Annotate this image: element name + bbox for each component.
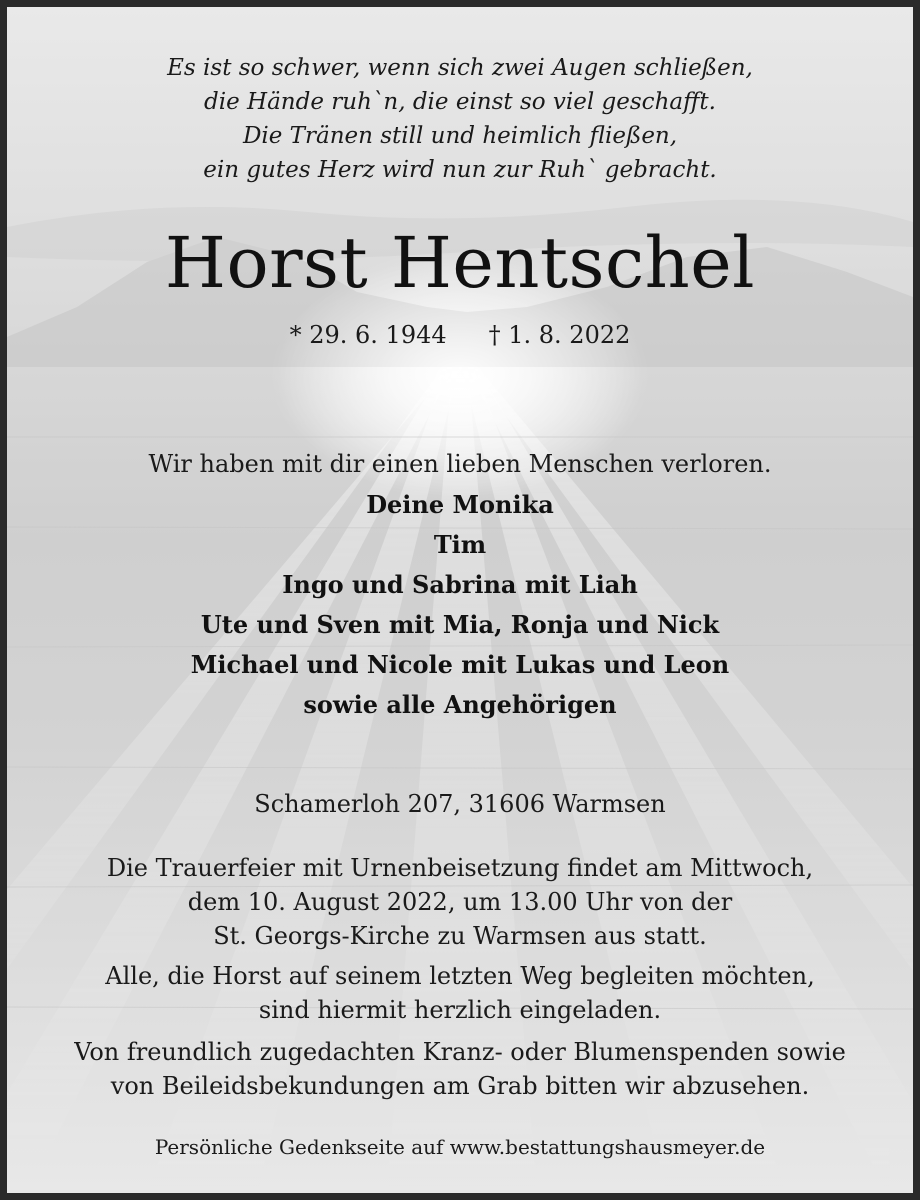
donations-line: Von freundlich zugedachten Kranz- oder Blumenspenden sowie	[74, 1038, 846, 1066]
intro-text: Wir haben mit dir einen lieben Menschen verloren.	[148, 450, 772, 478]
funeral-info-line: St. Georgs-Kirche zu Warmsen aus statt.	[213, 922, 707, 950]
poem-line: ein gutes Herz wird nun zur Ruh` gebracht.	[203, 157, 717, 183]
funeral-info-line: dem 10. August 2022, um 13.00 Uhr von der	[187, 888, 733, 916]
mourner-line: sowie alle Angehörigen	[303, 690, 617, 719]
deceased-name: Horst Hentschel	[164, 222, 756, 304]
notice-content	[7, 7, 913, 1193]
donations-line: von Beileidsbekundungen am Grab bitten wir abzusehen.	[110, 1072, 810, 1100]
birth-date: * 29. 6. 1944	[289, 321, 447, 349]
address: Schamerloh 207, 31606 Warmsen	[254, 790, 666, 818]
invitation-line: Alle, die Horst auf seinem letzten Weg begleiten möchten,	[105, 962, 815, 990]
mourner-line: Michael und Nicole mit Lukas und Leon	[190, 650, 730, 679]
life-dates	[7, 319, 913, 351]
funeral-info-line: Die Trauerfeier mit Urnenbeisetzung findet am Mittwoch,	[106, 854, 814, 882]
mourner-line: Tim	[433, 530, 487, 559]
mourner-line: Ingo und Sabrina mit Liah	[282, 570, 638, 599]
poem-line: die Hände ruh`n, die einst so viel geschafft.	[204, 89, 716, 115]
mourner-line: Deine Monika	[366, 490, 554, 519]
poem-line: Es ist so schwer, wenn sich zwei Augen schließen,	[167, 55, 753, 81]
memorial-page-link[interactable]: Persönliche Gedenkseite auf www.bestattungshausmeyer.de	[154, 1135, 766, 1159]
poem-line: Die Tränen still und heimlich fließen,	[242, 123, 678, 149]
invitation-line: sind hiermit herzlich eingeladen.	[258, 996, 662, 1024]
death-date: † 1. 8. 2022	[488, 321, 631, 349]
mourner-line: Ute und Sven mit Mia, Ronja und Nick	[200, 610, 720, 639]
